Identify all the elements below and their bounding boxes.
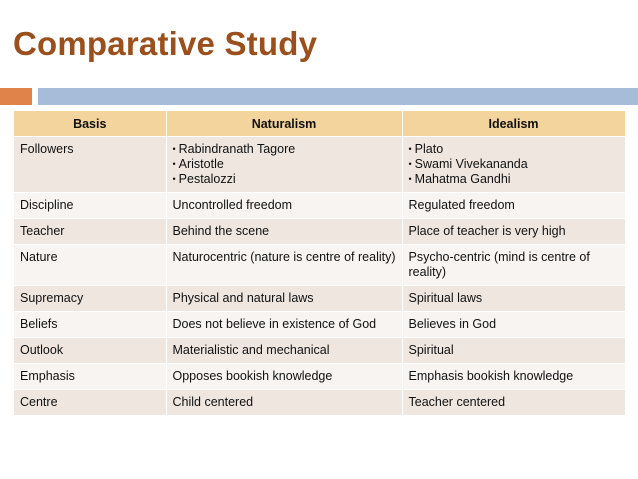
row-label: Outlook <box>14 338 166 364</box>
idealism-cell: Teacher centered <box>402 390 625 416</box>
row-label: Followers <box>14 137 166 193</box>
naturalism-cell: Child centered <box>166 390 402 416</box>
idealism-cell: Psycho-centric (mind is centre of reality) <box>402 245 625 286</box>
table-row <box>14 312 625 338</box>
idealism-cell: Spiritual <box>402 338 625 364</box>
naturalism-cell: Does not believe in existence of God <box>166 312 402 338</box>
accent-bar-orange <box>0 88 32 105</box>
table-header-row <box>14 111 625 137</box>
naturalism-cell: Naturocentric (nature is centre of reality) <box>166 245 402 286</box>
row-label: Teacher <box>14 219 166 245</box>
row-label: Emphasis <box>14 364 166 390</box>
table-row <box>14 390 625 416</box>
follower-item: • Aristotle <box>173 157 396 172</box>
row-label: Nature <box>14 245 166 286</box>
table-row <box>14 219 625 245</box>
table-row <box>14 193 625 219</box>
naturalism-cell: Opposes bookish knowledge <box>166 364 402 390</box>
idealism-cell: Regulated freedom <box>402 193 625 219</box>
table-row <box>14 245 625 286</box>
table-row <box>14 338 625 364</box>
idealism-cell: Spiritual laws <box>402 286 625 312</box>
row-label: Discipline <box>14 193 166 219</box>
naturalism-cell: Uncontrolled freedom <box>166 193 402 219</box>
naturalism-cell: Materialistic and mechanical <box>166 338 402 364</box>
naturalism-cell: Physical and natural laws <box>166 286 402 312</box>
header-naturalism: Naturalism <box>166 111 402 137</box>
follower-item: • Swami Vivekananda <box>409 157 619 172</box>
naturalism-cell: Behind the scene <box>166 219 402 245</box>
table-row <box>14 364 625 390</box>
row-label: Centre <box>14 390 166 416</box>
table-row <box>14 286 625 312</box>
row-label: Beliefs <box>14 312 166 338</box>
follower-item: • Plato <box>409 142 619 157</box>
slide-title: Comparative Study <box>13 25 318 62</box>
naturalism-followers <box>166 137 402 193</box>
follower-item: • Rabindranath Tagore <box>173 142 396 157</box>
follower-item: • Pestalozzi <box>173 172 396 187</box>
accent-bar-blue <box>38 88 638 105</box>
comparison-table <box>14 111 626 415</box>
header-idealism: Idealism <box>402 111 625 137</box>
row-label: Supremacy <box>14 286 166 312</box>
idealism-cell: Place of teacher is very high <box>402 219 625 245</box>
idealism-cell: Believes in God <box>402 312 625 338</box>
idealism-followers <box>402 137 625 193</box>
idealism-cell: Emphasis bookish knowledge <box>402 364 625 390</box>
table-row <box>14 137 625 193</box>
follower-item: • Mahatma Gandhi <box>409 172 619 187</box>
header-basis: Basis <box>14 111 166 137</box>
